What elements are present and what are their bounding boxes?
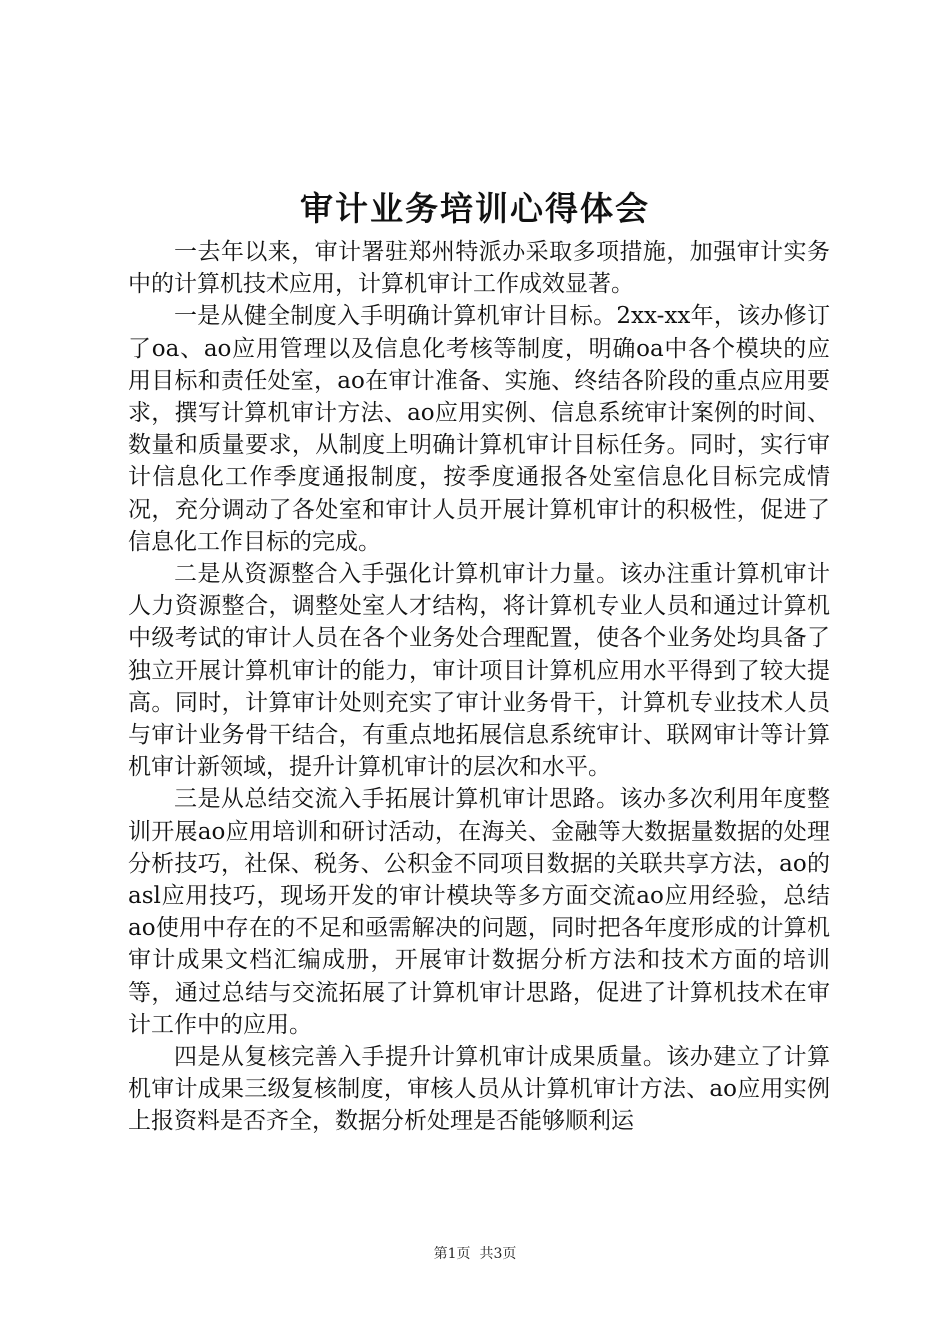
paragraph-3: 三是从总结交流入手拓展计算机审计思路。该办多次利用年度整训开展ao应用培训和研讨活动，在海关、金融等大数据量数据的处理分析技巧，社保、税务、公积金不同项目数据的关联共享方法，ao的asl应用技巧，现场开发的审计模块等多方面交流ao应用经验，总结ao使用中存在的不足和亟需解决的问题，同时把各年度形成的计算机审计成果文档汇编成册，开展审计数据分析方法和技术方面的培训等，通过总结与交流拓展了计算机审计思路，促进了计算机技术在审计工作中的应用。 <box>128 786 830 1038</box>
paragraph-4: 四是从复核完善入手提升计算机审计成果质量。该办建立了计算机审计成果三级复核制度，审核人员从计算机审计方法、ao应用实例上报资料是否齐全，数据分析处理是否能够顺利运 <box>128 1044 830 1135</box>
page-total: 共3页 <box>479 1246 517 1262</box>
document-title: 审计业务培训心得体会 <box>300 189 650 228</box>
paragraph-intro: 一去年以来，审计署驻郑州特派办采取多项措施，加强审计实务中的计算机技术应用，计算机审计工作成效显著。 <box>128 239 830 298</box>
document-body <box>128 236 830 1138</box>
page-footer <box>0 1244 950 1264</box>
paragraph-2: 二是从资源整合入手强化计算机审计力量。该办注重计算机审计人力资源整合，调整处室人才结构，将计算机专业人员和通过计算机中级考试的审计人员在各个业务处合理配置，使各个业务处均具备了独立开展计算机审计的能力，审计项目计算机应用水平得到了较大提高。同时，计算审计处则充实了审计业务骨干，计算机专业技术人员与审计业务骨干结合，有重点地拓展信息系统审计、联网审计等计算机审计新领域，提升计算机审计的层次和水平。 <box>128 561 830 781</box>
paragraph-1: 一是从健全制度入手明确计算机审计目标。2xx-xx年，该办修订了oa、ao应用管理以及信息化考核等制度，明确oa中各个模块的应用目标和责任处室，ao在审计准备、实施、终结各阶段的重点应用要求，撰写计算机审计方法、ao应用实例、信息系统审计案例的时间、数量和质量要求，从制度上明确计算机审计目标任务。同时，实行审计信息化工作季度通报制度，按季度通报各处室信息化目标完成情况，充分调动了各处室和审计人员开展计算机审计的积极性，促进了信息化工作目标的完成。 <box>128 303 830 555</box>
page-number: 第1页 <box>433 1246 471 1262</box>
